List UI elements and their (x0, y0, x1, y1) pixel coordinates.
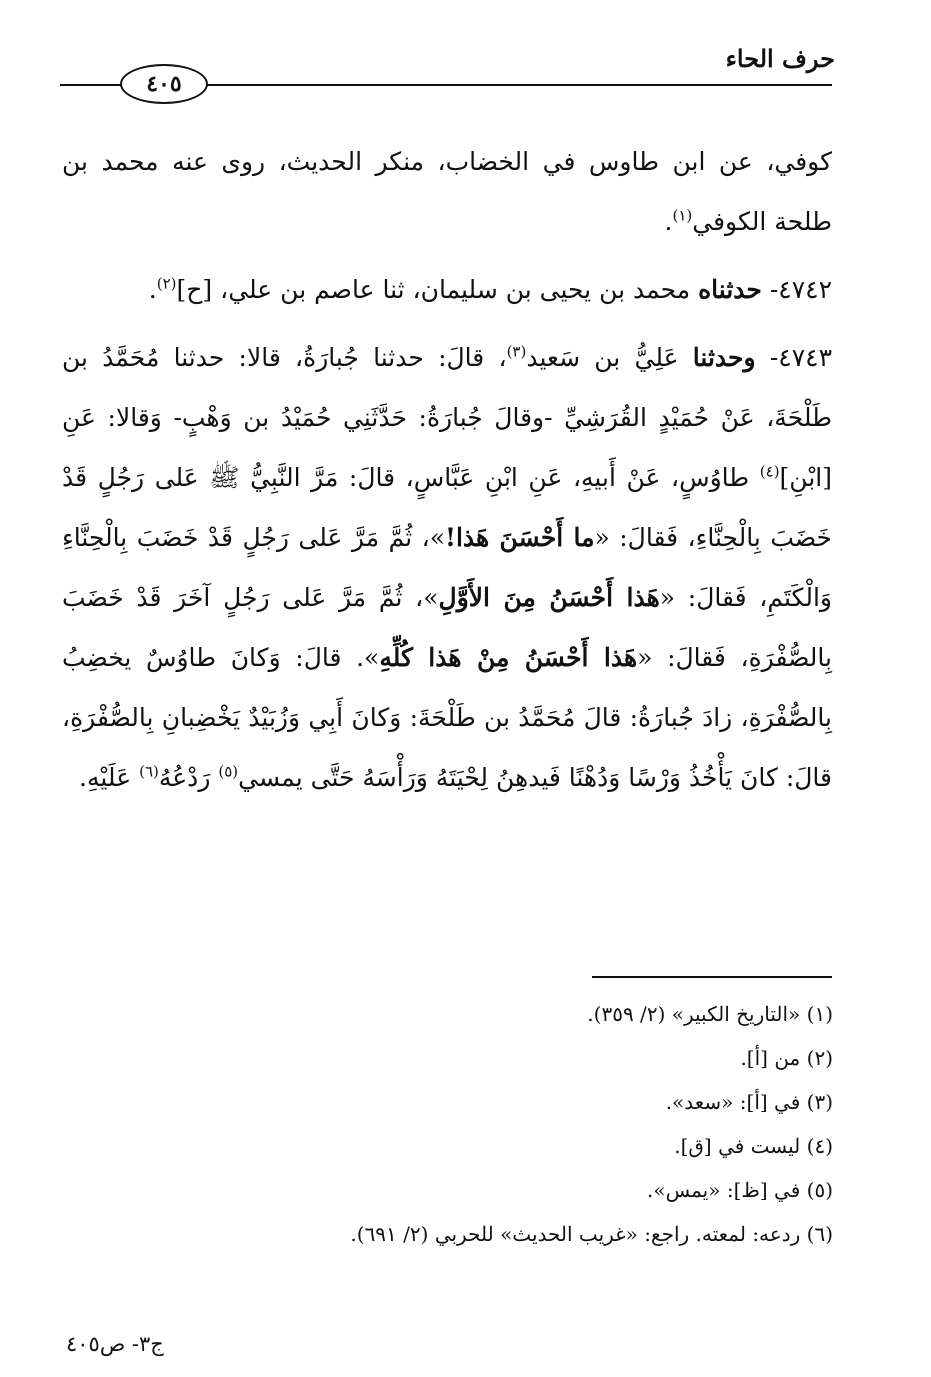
prophetic-quote-1: ما أَحْسَنَ هَذا! (445, 523, 595, 552)
footnote-3: (٣) في [أ]: «سعد». (665, 1090, 833, 1114)
footnotes-list (133, 992, 833, 1256)
hadith-text-part: طاوُسٍ، عَنْ أَبيهِ، عَنِ ابْنِ عَبَّاسٍ، قالَ: مَرَّ النَّبِيُّ ﷺ عَلى رَجُلٍ قَدْ خَضَبَ بِالْحِنَّاءِ، فَقالَ: « (62, 463, 833, 552)
hadith-text-part: رَدْعُهُ (158, 763, 219, 792)
prophetic-quote-2: هَذا أَحْسَنُ مِنَ الأَوَّلِ (438, 583, 660, 612)
footnote-ref-5: (٥) (218, 762, 239, 781)
footnote-ref-3: (٣) (506, 342, 527, 361)
prophetic-quote-3: هَذا أَحْسَنُ مِنْ هَذا كُلِّهِ (379, 643, 638, 672)
footnote-ref-6: (٦) (139, 762, 159, 781)
hadith-lead-4742: حدثناه (698, 275, 762, 304)
p2-end: . (148, 275, 157, 304)
hadith-text-part: »، ثُمَّ مَرَّ عَلى رَجُلٍ قَدْ خَضَبَ بِالْحِنَّاءِ وَالْكَتَمِ، فَقالَ: « (62, 523, 833, 612)
footnote-6: (٦) ردعه: لمعته. راجع: «غريب الحديث» للحربي (٢/ ٦٩١). (350, 1222, 833, 1246)
footnote-separator (592, 976, 832, 978)
hadith-text-part: ». قالَ: وَكانَ طاوُسٌ يخضِبُ بِالصُّفْرَةِ، زادَ جُبارَةُ: قالَ مُحَمَّدُ بن طَلْحَةَ: وَكانَ أَبِي وَزُبَيْدٌ يَخْضِبانِ بِالصُّفْرَةِ، قالَ: كانَ يَأْخُذُ وَرْسًا وَدُهْنًا فَيدهِنُ لِحْيَتَهُ وَرَأْسَهُ حَتَّى يمسي (62, 643, 832, 792)
footnote-4: (٤) ليست في [ق]. (674, 1134, 833, 1158)
p1-text: كوفي، عن ابن طاوس في الخضاب، منكر الحديث، روى عنه محمد بن طلحة الكوفي (62, 147, 832, 236)
footnote-ref-4: (٤) (759, 462, 780, 481)
footnote-1: (١) «التاريخ الكبير» (٢/ ٣٥٩). (587, 1002, 833, 1026)
hadith-text-part: عَلَيْهِ. (79, 763, 140, 792)
hadith-number-4743: ٤٧٤٣- (769, 343, 832, 372)
hadith-4743 (62, 328, 832, 808)
page-number: ٤٠٥ (146, 71, 182, 97)
main-text (62, 132, 832, 816)
hadith-text-part: عَلِيُّ بن سَعيد (526, 343, 693, 372)
footnote-ref-2: (٢) (156, 274, 177, 293)
chapter-title: حرف الحاء (725, 44, 835, 73)
hadith-text-4742: محمد بن يحيى بن سليمان، ثنا عاصم بن علي، [ح] (176, 275, 699, 304)
paragraph-1 (62, 132, 832, 252)
hadith-4742 (62, 260, 832, 320)
footnote-2: (٢) من [أ]. (740, 1046, 833, 1070)
volume-page-reference: ج٣- ص٤٠٥ (66, 1332, 164, 1356)
p1-end: . (664, 207, 673, 236)
hadith-lead-4743: وحدثنا (692, 343, 756, 372)
footnote-5: (٥) في [ظ]: «يمس». (647, 1178, 833, 1202)
hadith-number-4742: ٤٧٤٢- (769, 275, 832, 304)
page-number-badge (120, 64, 208, 104)
hadith-text-part: »، ثُمَّ مَرَّ عَلى رَجُلٍ آخَرَ قَدْ خَضَبَ بِالصُّفْرَةِ، فَقالَ: « (62, 583, 832, 672)
footnote-ref-1: (١) (672, 206, 693, 225)
hadith-text-part: ، قالَ: حدثنا جُبارَةُ، قالا: حدثنا مُحَمَّدُ بن طَلْحَةَ، عَنْ حُمَيْدٍ القُرَشِيِّ -وقالَ جُبارَةُ: حَدَّثَنِي حُمَيْدُ بن وَهْبٍ- وَقالا: عَنِ [ابْنِ] (62, 343, 832, 492)
